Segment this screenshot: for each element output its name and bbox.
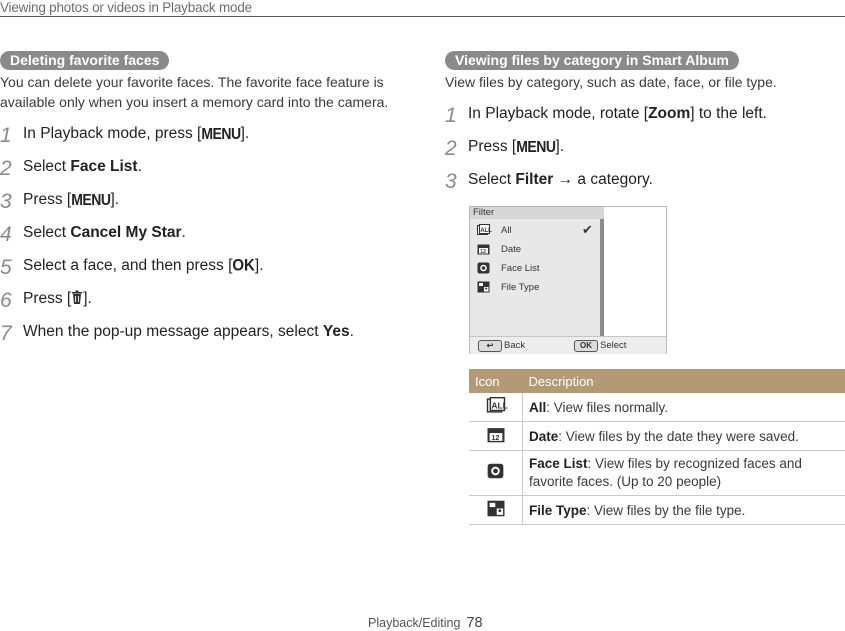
step-item <box>445 171 845 204</box>
table-cell-icon <box>469 393 523 422</box>
svg-text:ALL: ALL <box>480 228 492 234</box>
icon-description-table <box>469 369 845 525</box>
filter-option-label: Date <box>501 244 521 255</box>
all-icon <box>477 224 490 236</box>
camera-filter-screen <box>469 206 667 354</box>
menu-button-icon: MENU <box>516 137 555 155</box>
file-type-icon <box>486 500 506 517</box>
table-cell-description: File Type: View files by the file type. <box>523 496 845 525</box>
filter-option-label: Face List <box>501 263 540 274</box>
table-cell-description: Date: View files by the date they were saved. <box>523 422 845 451</box>
svg-text:12: 12 <box>480 249 486 255</box>
table-cell-description: All: View files normally. <box>523 393 845 422</box>
filter-option-date[interactable] <box>470 240 600 259</box>
step-text: Press [ ]. <box>23 290 92 308</box>
header-divider <box>0 16 845 17</box>
section-heading-delete-faces: Deleting favorite faces <box>0 51 169 70</box>
file-type-icon <box>477 281 490 293</box>
svg-text:ALL: ALL <box>491 400 508 410</box>
table-cell-icon <box>469 422 523 451</box>
step-number: 6 <box>0 289 12 313</box>
step-text: Press [MENU]. <box>23 191 119 209</box>
filter-menu-title: Filter <box>470 207 604 219</box>
step-item <box>0 158 420 191</box>
step-item <box>0 224 420 257</box>
col-header-icon: Icon <box>469 369 523 393</box>
step-number: 2 <box>445 137 457 161</box>
step-item <box>445 138 845 171</box>
table-row <box>469 422 845 451</box>
intro-line: You can delete your favorite faces. The favorite face feature is <box>0 72 388 92</box>
all-icon <box>485 397 507 414</box>
screen-softkey-bar <box>470 336 666 354</box>
calendar-icon <box>477 243 490 255</box>
step-number: 1 <box>0 124 12 148</box>
checkmark-icon: ✔ <box>582 222 593 238</box>
step-text: In Playback mode, press [MENU]. <box>23 125 249 143</box>
back-key-icon[interactable]: ↩ <box>478 340 502 352</box>
filter-option-all[interactable] <box>470 221 600 240</box>
filter-option-file-type[interactable] <box>470 278 600 297</box>
step-item <box>445 105 845 138</box>
step-text: Select Filter → a category. <box>468 171 653 189</box>
table-row <box>469 451 845 496</box>
step-item <box>0 323 420 356</box>
col-header-description: Description <box>523 369 845 393</box>
step-item <box>0 257 420 290</box>
section-intro: View files by category, such as date, face, or file type. <box>445 72 777 92</box>
page-header: Viewing photos or videos in Playback mode <box>0 0 252 15</box>
step-number: 3 <box>445 170 457 194</box>
step-item <box>0 125 420 158</box>
step-item <box>0 290 420 323</box>
face-icon <box>487 463 504 479</box>
delete-steps-list <box>0 125 420 356</box>
step-number: 1 <box>445 104 457 128</box>
table-row <box>469 496 845 525</box>
step-text: In Playback mode, rotate [Zoom] to the left. <box>468 105 767 123</box>
trash-icon <box>71 290 83 305</box>
svg-text:12: 12 <box>491 434 499 442</box>
filter-option-label: All <box>501 225 512 236</box>
footer-section: Playback/Editing <box>368 616 460 630</box>
step-number: 4 <box>0 223 12 247</box>
filter-option-face-list[interactable] <box>470 259 600 278</box>
table-cell-icon <box>469 451 523 496</box>
face-icon <box>477 262 490 274</box>
step-text: Select Face List. <box>23 158 142 176</box>
arrow-icon: → <box>558 171 574 188</box>
step-number: 5 <box>0 256 12 280</box>
table-header-row <box>469 369 845 393</box>
calendar-icon <box>486 426 506 443</box>
smart-album-steps-list <box>445 105 845 204</box>
step-number: 2 <box>0 157 12 181</box>
menu-button-icon: MENU <box>71 190 110 208</box>
ok-button-icon: OK <box>232 256 255 275</box>
table-cell-description: Face List: View files by recognized faces and favorite faces. (Up to 20 people) <box>523 451 845 496</box>
page-number: 78 <box>466 615 482 631</box>
step-text: Select a face, and then press [OK]. <box>23 257 264 275</box>
back-label: Back <box>504 340 525 351</box>
select-label: Select <box>600 340 626 351</box>
step-number: 3 <box>0 190 12 214</box>
section-heading-smart-album: Viewing files by category in Smart Album <box>445 51 739 70</box>
step-text: Press [MENU]. <box>468 138 564 156</box>
page-footer <box>368 615 483 631</box>
ok-key-icon[interactable]: OK <box>574 340 598 352</box>
filter-menu-scrollbar[interactable] <box>600 219 604 336</box>
filter-option-label: File Type <box>501 282 539 293</box>
step-item <box>0 191 420 224</box>
table-row <box>469 393 845 422</box>
step-text: Select Cancel My Star. <box>23 224 186 242</box>
menu-button-icon: MENU <box>201 124 240 142</box>
step-number: 7 <box>0 322 12 346</box>
section-intro <box>0 72 388 112</box>
intro-line: available only when you insert a memory card into the camera. <box>0 92 388 112</box>
step-text: When the pop-up message appears, select Yes. <box>23 323 354 341</box>
table-cell-icon <box>469 496 523 525</box>
